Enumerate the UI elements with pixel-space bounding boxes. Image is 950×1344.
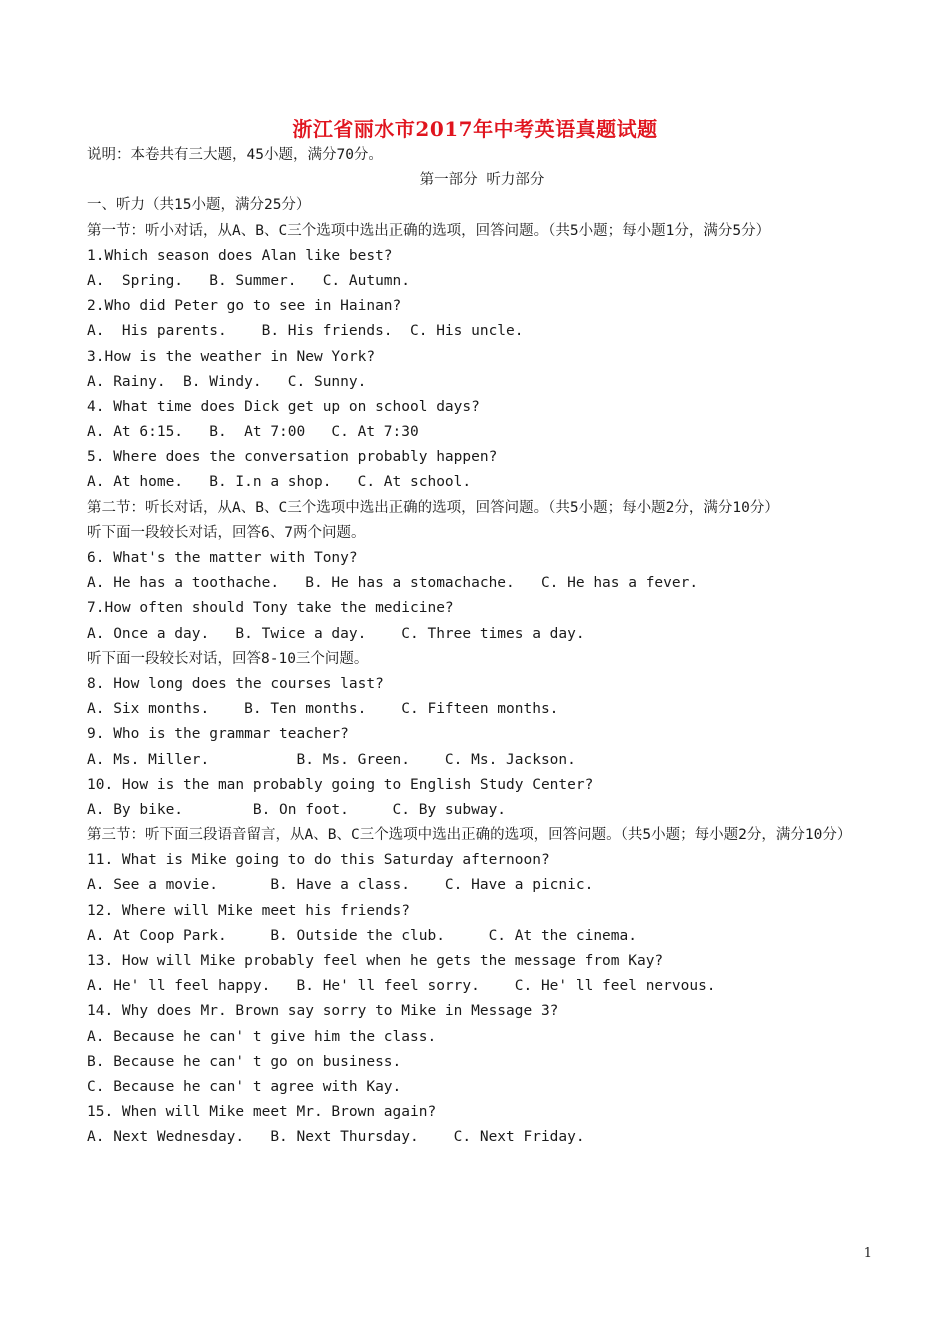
question-2-options: A. His parents. B. His friends. C. His uncle. <box>87 323 524 340</box>
question-6: 6. What's the matter with Tony? <box>87 550 358 567</box>
question-1: 1.Which season does Alan like best? <box>87 247 393 264</box>
question-11: 11. What is Mike going to do this Saturday afternoon? <box>87 852 550 869</box>
question-8: 8. How long does the courses last? <box>87 675 384 692</box>
question-4: 4. What time does Dick get up on school days? <box>87 398 480 415</box>
question-9-options: A. Ms. Miller. B. Ms. Green. C. Ms. Jackson. <box>87 751 576 768</box>
question-11-options: A. See a movie. B. Have a class. C. Have a picnic. <box>87 877 594 894</box>
question-12: 12. Where will Mike meet his friends? <box>87 902 411 919</box>
section1-intro: 第一节：听小对话，从A、B、C三个选项中选出正确的选项，回答问题。（共5小题；每小题1分，满分5分） <box>87 222 771 239</box>
part-heading: 第一部分 听力部分 <box>419 172 545 189</box>
section2-intro: 第二节：听长对话，从A、B、C三个选项中选出正确的选项，回答问题。（共5小题；每小题2分，满分10分） <box>87 499 779 516</box>
question-3: 3.How is the weather in New York? <box>87 348 376 365</box>
question-3-options: A. Rainy. B. Windy. C. Sunny. <box>87 373 367 390</box>
question-4-options: A. At 6:15. B. At 7:00 C. At 7:30 <box>87 424 419 441</box>
section-heading: 一、听力（共15小题，满分25分） <box>87 197 311 214</box>
question-8-options: A. Six months. B. Ten months. C. Fifteen months. <box>87 701 559 718</box>
question-14: 14. Why does Mr. Brown say sorry to Mike in Message 3? <box>87 1003 559 1020</box>
question-2: 2.Who did Peter go to see in Hainan? <box>87 298 402 315</box>
question-15: 15. When will Mike meet Mr. Brown again? <box>87 1104 437 1121</box>
question-13-options: A. He' ll feel happy. B. He' ll feel sorry. C. He' ll feel nervous. <box>87 978 716 995</box>
question-1-options: A. Spring. B. Summer. C. Autumn. <box>87 272 411 289</box>
dialog2-intro: 听下面一段较长对话，回答8-10三个问题。 <box>87 650 369 667</box>
question-7: 7.How often should Tony take the medicine? <box>87 600 454 617</box>
question-10-options: A. By bike. B. On foot. C. By subway. <box>87 801 507 818</box>
section3-intro: 第三节：听下面三段语音留言，从A、B、C三个选项中选出正确的选项，回答问题。（共5小题；每小题2分，满分10分） <box>87 827 852 844</box>
question-9: 9. Who is the grammar teacher? <box>87 726 349 743</box>
question-14-option-b: B. Because he can' t go on business. <box>87 1053 402 1070</box>
question-7-options: A. Once a day. B. Twice a day. C. Three times a day. <box>87 625 585 642</box>
question-10: 10. How is the man probably going to English Study Center? <box>87 776 594 793</box>
question-12-options: A. At Coop Park. B. Outside the club. C. At the cinema. <box>87 927 637 944</box>
question-14-option-a: A. Because he can' t give him the class. <box>87 1028 437 1045</box>
exam-content <box>87 143 877 1151</box>
question-5: 5. Where does the conversation probably happen? <box>87 449 498 466</box>
question-6-options: A. He has a toothache. B. He has a stomachache. C. He has a fever. <box>87 575 699 592</box>
question-15-options: A. Next Wednesday. B. Next Thursday. C. Next Friday. <box>87 1129 585 1146</box>
question-5-options: A. At home. B. I.n a shop. C. At school. <box>87 474 472 491</box>
exam-title: 浙江省丽水市2017年中考英语真题试题 <box>292 117 658 141</box>
question-13: 13. How will Mike probably feel when he gets the message from Kay? <box>87 953 664 970</box>
dialog1-intro: 听下面一段较长对话，回答6、7两个问题。 <box>87 524 366 541</box>
page-number: 1 <box>863 1246 872 1261</box>
question-14-option-c: C. Because he can' t agree with Kay. <box>87 1078 402 1095</box>
exam-note: 说明：本卷共有三大题，45小题，满分70分。 <box>87 147 383 163</box>
